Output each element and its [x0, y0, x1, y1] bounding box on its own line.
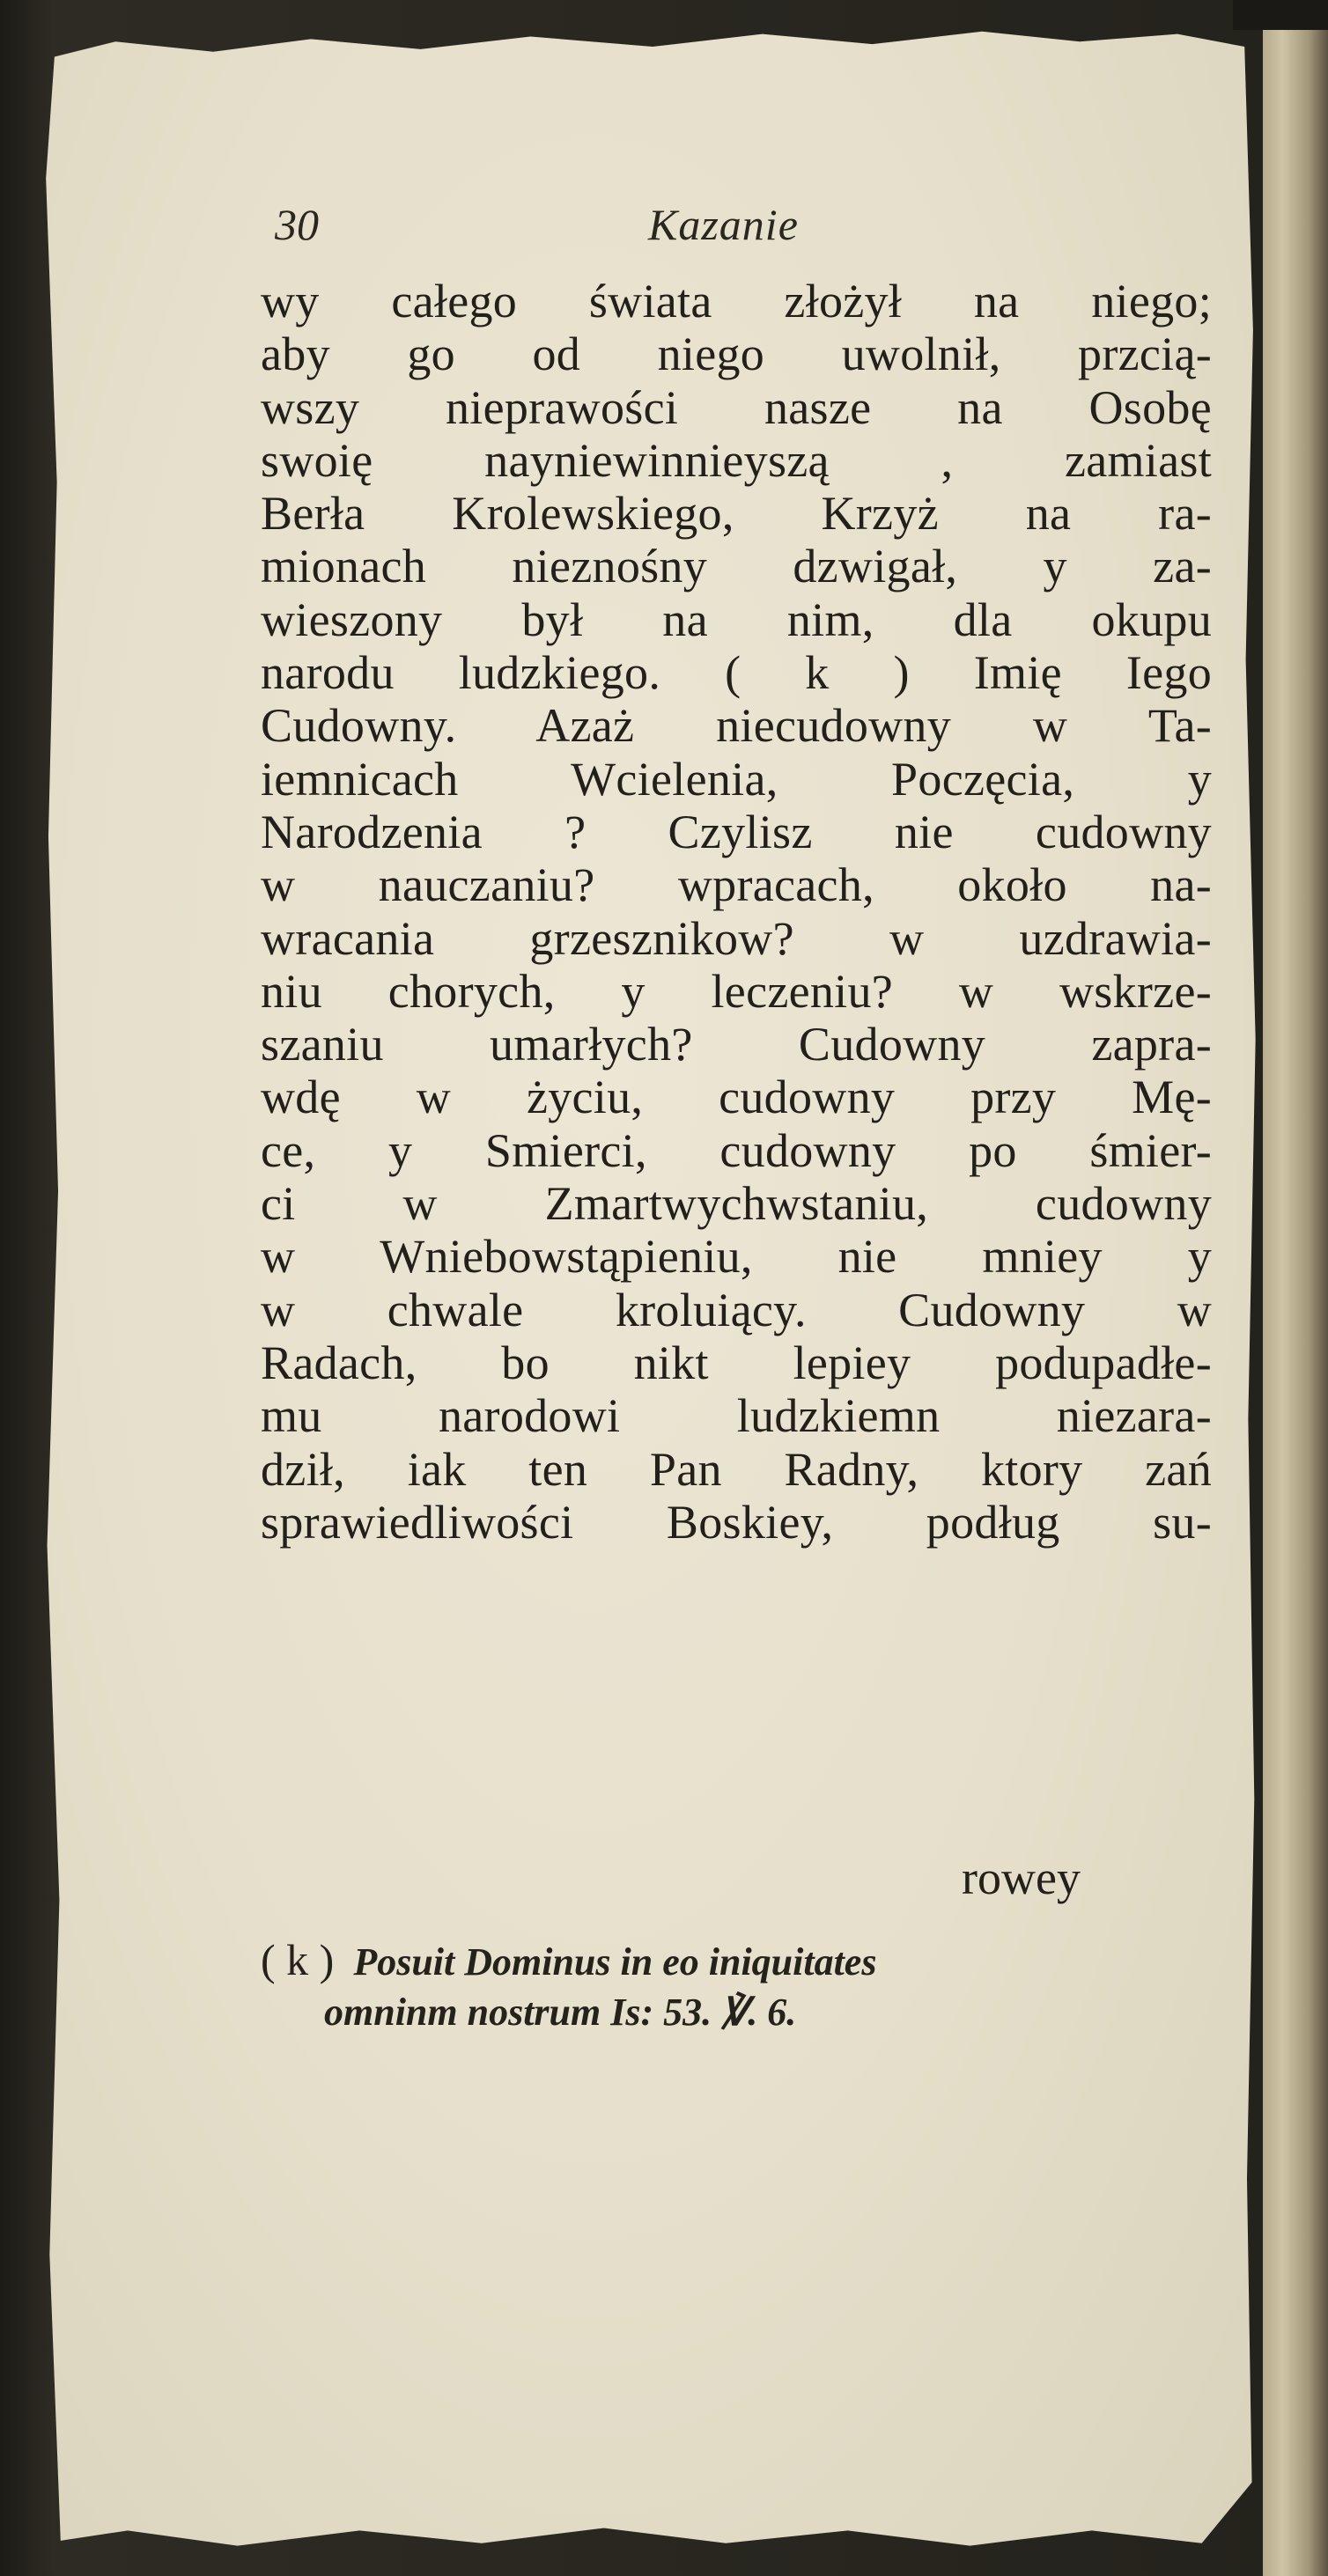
- page-header: [275, 199, 838, 261]
- text-line: dził, iak ten Pan Radny, ktory zań: [261, 1442, 1212, 1496]
- footnote-marker: ( k ): [261, 1935, 335, 1984]
- text-line: Berła Krolewskiego, Krzyż na ra-: [261, 487, 1212, 541]
- text-line: ci w Zmartwychwstaniu, cudowny: [261, 1177, 1212, 1231]
- text-line: wdę w życiu, cudowny przy Mę-: [261, 1071, 1212, 1124]
- text-line: wieszony był na nim, dla okupu: [261, 592, 1212, 646]
- text-line: w nauczaniu? wpracach, około na-: [261, 858, 1212, 912]
- text-line: Cudowny. Azaż niecudowny w Ta-: [261, 699, 1212, 753]
- spine-shadow: [1233, 0, 1328, 30]
- text-line: ce, y Smierci, cudowny po śmier-: [261, 1123, 1212, 1177]
- text-line: mionach nieznośny dzwigał, y za-: [261, 540, 1212, 593]
- page-number: 30: [275, 200, 319, 249]
- footnote-line: [261, 1933, 1212, 1986]
- running-head: Kazanie: [648, 200, 799, 249]
- catchword: rowey: [962, 1851, 1081, 1904]
- text-line: mu narodowi ludzkiemn niezara-: [261, 1389, 1212, 1443]
- text-line: swoię nayniewinnieyszą , zamiast: [261, 433, 1212, 487]
- text-line: wracania grzesznikow? w uzdrawia-: [261, 911, 1212, 965]
- text-line: w Wniebowstąpieniu, nie mniey y: [261, 1230, 1212, 1284]
- text-line: wszy nieprawości nasze na Osobę: [261, 380, 1212, 434]
- text-line: iemnicach Wcielenia, Poczęcia, y: [261, 752, 1212, 806]
- footnote-line: omninm nostrum Is: 53. ℣. 6.: [324, 1991, 797, 2034]
- text-line: sprawiedliwości Boskiey, podług su-: [261, 1495, 1212, 1549]
- text-line: Radach, bo nikt lepiey podupadłe-: [261, 1336, 1212, 1389]
- footnote-text: Posuit Dominus in eo iniquitates: [353, 1940, 877, 1984]
- book-spine: [1263, 0, 1328, 2576]
- text-line: Narodzenia ? Czylisz nie cudowny: [261, 805, 1212, 858]
- text-line: szaniu umarłych? Cudowny zapra-: [261, 1018, 1212, 1071]
- text-line: narodu ludzkiego. ( k ) Imię Iego: [261, 646, 1212, 700]
- footnote: [261, 1933, 1212, 2039]
- text-line: wy całego świata złożył na niego;: [261, 275, 1212, 328]
- body-text: [261, 275, 1212, 1549]
- text-line: aby go od niego uwolnił, przcią-: [261, 328, 1212, 381]
- text-line: niu chorych, y leczeniu? w wskrze-: [261, 964, 1212, 1018]
- text-line: w chwale kroluiący. Cudowny w: [261, 1283, 1212, 1336]
